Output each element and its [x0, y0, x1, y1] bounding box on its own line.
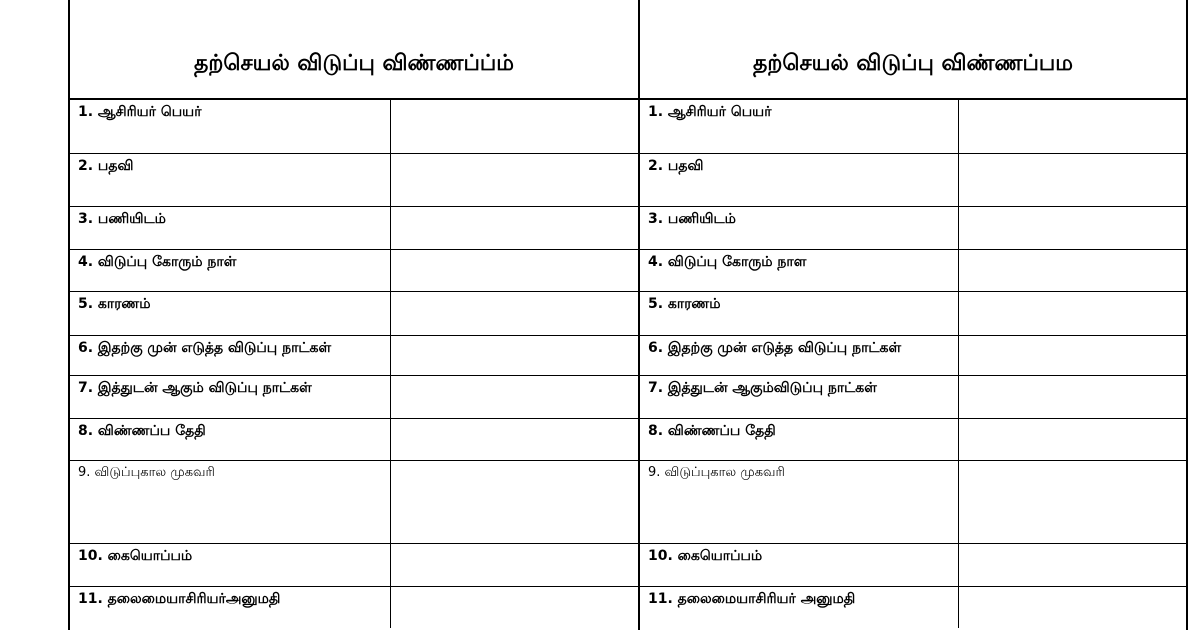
field-value-cell[interactable] — [959, 336, 1186, 375]
form-row — [70, 154, 638, 207]
form-title: தற்செயல் விடுப்பு விண்ணப்பம — [640, 0, 1186, 100]
field-value-cell[interactable] — [391, 154, 638, 206]
field-value-cell[interactable] — [391, 419, 638, 460]
field-value-cell[interactable] — [959, 207, 1186, 249]
right-leave-form — [638, 0, 1188, 630]
form-row — [70, 207, 638, 250]
form-row — [640, 461, 1186, 544]
field-label: 3. பணியிடம் — [640, 207, 959, 249]
field-label: 8. விண்ணப்ப தேதி — [640, 419, 959, 460]
field-label: 10. கையொப்பம் — [70, 544, 391, 586]
field-label: 2. பதவி — [640, 154, 959, 206]
form-row — [70, 376, 638, 419]
form-row — [70, 336, 638, 376]
field-value-cell[interactable] — [391, 376, 638, 418]
form-row — [640, 100, 1186, 154]
field-label: 9. விடுப்புகால முகவரி — [70, 461, 391, 543]
field-label: 6. இதற்கு முன் எடுத்த விடுப்பு நாட்கள் — [640, 336, 959, 375]
field-label: 1. ஆசிரியர் பெயர் — [640, 100, 959, 153]
field-label: 9. விடுப்புகால முகவரி — [640, 461, 959, 543]
field-value-cell[interactable] — [959, 544, 1186, 586]
field-value-cell[interactable] — [391, 544, 638, 586]
field-label: 4. விடுப்பு கோரும் நாள் — [70, 250, 391, 291]
form-row — [640, 250, 1186, 292]
form-row — [70, 292, 638, 336]
field-label: 2. பதவி — [70, 154, 391, 206]
field-value-cell[interactable] — [391, 292, 638, 335]
form-row — [70, 100, 638, 154]
field-value-cell[interactable] — [959, 100, 1186, 153]
field-value-cell[interactable] — [959, 154, 1186, 206]
field-value-cell[interactable] — [391, 100, 638, 153]
field-value-cell[interactable] — [959, 419, 1186, 460]
field-value-cell[interactable] — [391, 250, 638, 291]
form-row — [640, 336, 1186, 376]
left-leave-form — [68, 0, 640, 630]
field-label: 6. இதற்கு முன் எடுத்த விடுப்பு நாட்கள் — [70, 336, 391, 375]
form-title: தற்செயல் விடுப்பு விண்ணப்ப்ம் — [70, 0, 638, 100]
field-label: 1. ஆசிரியர் பெயர் — [70, 100, 391, 153]
form-row — [640, 154, 1186, 207]
field-label: 10. கையொப்பம் — [640, 544, 959, 586]
form-row — [70, 544, 638, 587]
field-value-cell[interactable] — [959, 250, 1186, 291]
field-value-cell[interactable] — [959, 461, 1186, 543]
field-value-cell[interactable] — [959, 587, 1186, 628]
field-label: 11. தலைமையாசிரியர் அனுமதி — [640, 587, 959, 628]
form-row — [70, 587, 638, 628]
field-label: 3. பணியிடம் — [70, 207, 391, 249]
field-value-cell[interactable] — [959, 292, 1186, 335]
form-row — [640, 376, 1186, 419]
form-row — [640, 292, 1186, 336]
form-row — [70, 419, 638, 461]
field-label: 4. விடுப்பு கோரும் நாள — [640, 250, 959, 291]
field-value-cell[interactable] — [391, 461, 638, 543]
form-row — [640, 419, 1186, 461]
form-row — [640, 587, 1186, 628]
field-label: 5. காரணம் — [640, 292, 959, 335]
form-row — [70, 250, 638, 292]
field-value-cell[interactable] — [391, 587, 638, 628]
field-value-cell[interactable] — [391, 336, 638, 375]
field-label: 7. இத்துடன் ஆகும் விடுப்பு நாட்கள் — [70, 376, 391, 418]
field-label: 5. காரணம் — [70, 292, 391, 335]
form-row — [640, 544, 1186, 587]
field-value-cell[interactable] — [959, 376, 1186, 418]
form-row — [70, 461, 638, 544]
field-label: 8. விண்ணப்ப தேதி — [70, 419, 391, 460]
field-label: 11. தலைமையாசிரியர்அனுமதி — [70, 587, 391, 628]
form-row — [640, 207, 1186, 250]
field-value-cell[interactable] — [391, 207, 638, 249]
field-label: 7. இத்துடன் ஆகும்விடுப்பு நாட்கள் — [640, 376, 959, 418]
